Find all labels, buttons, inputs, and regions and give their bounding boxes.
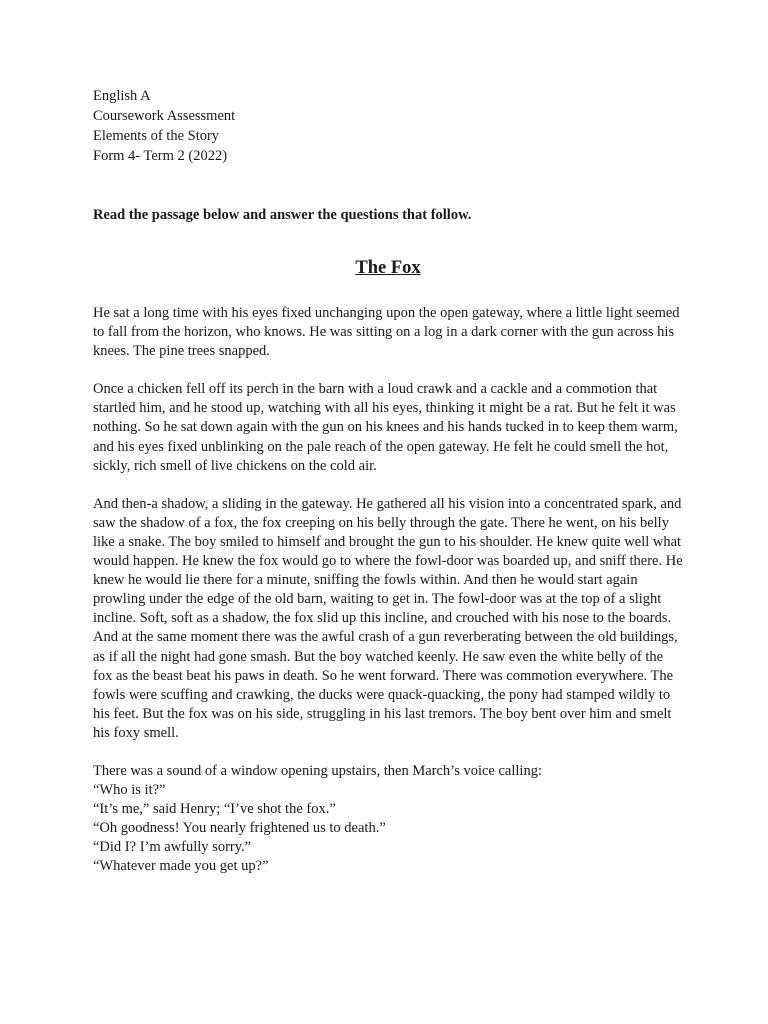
- header-subject: English A: [93, 88, 151, 104]
- header-topic: Elements of the Story: [93, 128, 220, 144]
- document-page: [93, 86, 683, 877]
- dialogue-line: “It’s me,” said Henry; “I’ve shot the fox.”: [93, 801, 336, 818]
- paragraph: He sat a long time with his eyes fixed unchanging upon the open gateway, where a little light seemed to fall from the horizon, who knows. He was sitting on a log in a dark corner with the gun across his knees. The pine trees snapped.: [93, 305, 680, 360]
- paragraph: And then-a shadow, a sliding in the gateway. He gathered all his vision into a concentrated spark, and saw the shadow of a fox, the fox creeping on his belly through the gate. There he went, on his belly like a snake. The boy smiled to himself and brought the gun to his shoulder. He knew quite well what would happen. He knew the fox would go to where the fowl-door was boarded up, and sniff there. He knew he would lie there for a minute, sniffing the fowls within. And then he would start again prowling under the edge of the old barn, waiting to get in. The fowl-door was at the top of a slight incline. Soft, soft as a shadow, the fox slid up this incline, and crouched with his nose to the boards. And at the same moment there was the awful crash of a gun reverberating between the old buildings, as if all the night had gone smash. But the boy watched keenly. He saw even the white belly of the fox as the beast beat his paws in death. So he went forward. There was commotion everywhere. The fowls were scuffing and crawking, the ducks were quack-quacking, the pony had stamped wildly to his feet. But the fox was on his side, struggling in his last tremors. The boy bent over him and smelt his foxy smell.: [93, 495, 683, 741]
- dialogue-line: “Did I? I’m awfully sorry.”: [93, 839, 252, 856]
- passage-body: [93, 304, 683, 743]
- passage-title: The Fox: [355, 258, 421, 278]
- dialogue-line: “Who is it?”: [93, 782, 166, 799]
- document-header: [93, 86, 683, 166]
- header-assessment: Coursework Assessment: [93, 108, 236, 124]
- header-form-term: Form 4- Term 2 (2022): [93, 148, 228, 164]
- dialogue-line: “Oh goodness! You nearly frightened us to death.”: [93, 820, 386, 837]
- dialogue-block: [93, 762, 683, 877]
- instruction-text: Read the passage below and answer the questions that follow.: [93, 207, 472, 223]
- paragraph: Once a chicken fell off its perch in the barn with a loud crawk and a cackle and a commotion that startled him, and he stood up, watching with all his eyes, thinking it might be a rat. But he felt it was nothing. So he sat down again with the gun on his knees and his hands tucked in to keep them warm, and his eyes fixed unblinking on the pale reach of the open gateway. He felt he could smell the hot, sickly, rich smell of live chickens on the cold air.: [93, 381, 678, 474]
- dialogue-line: “Whatever made you get up?”: [93, 858, 269, 875]
- dialogue-line: There was a sound of a window opening upstairs, then March’s voice calling:: [93, 762, 542, 779]
